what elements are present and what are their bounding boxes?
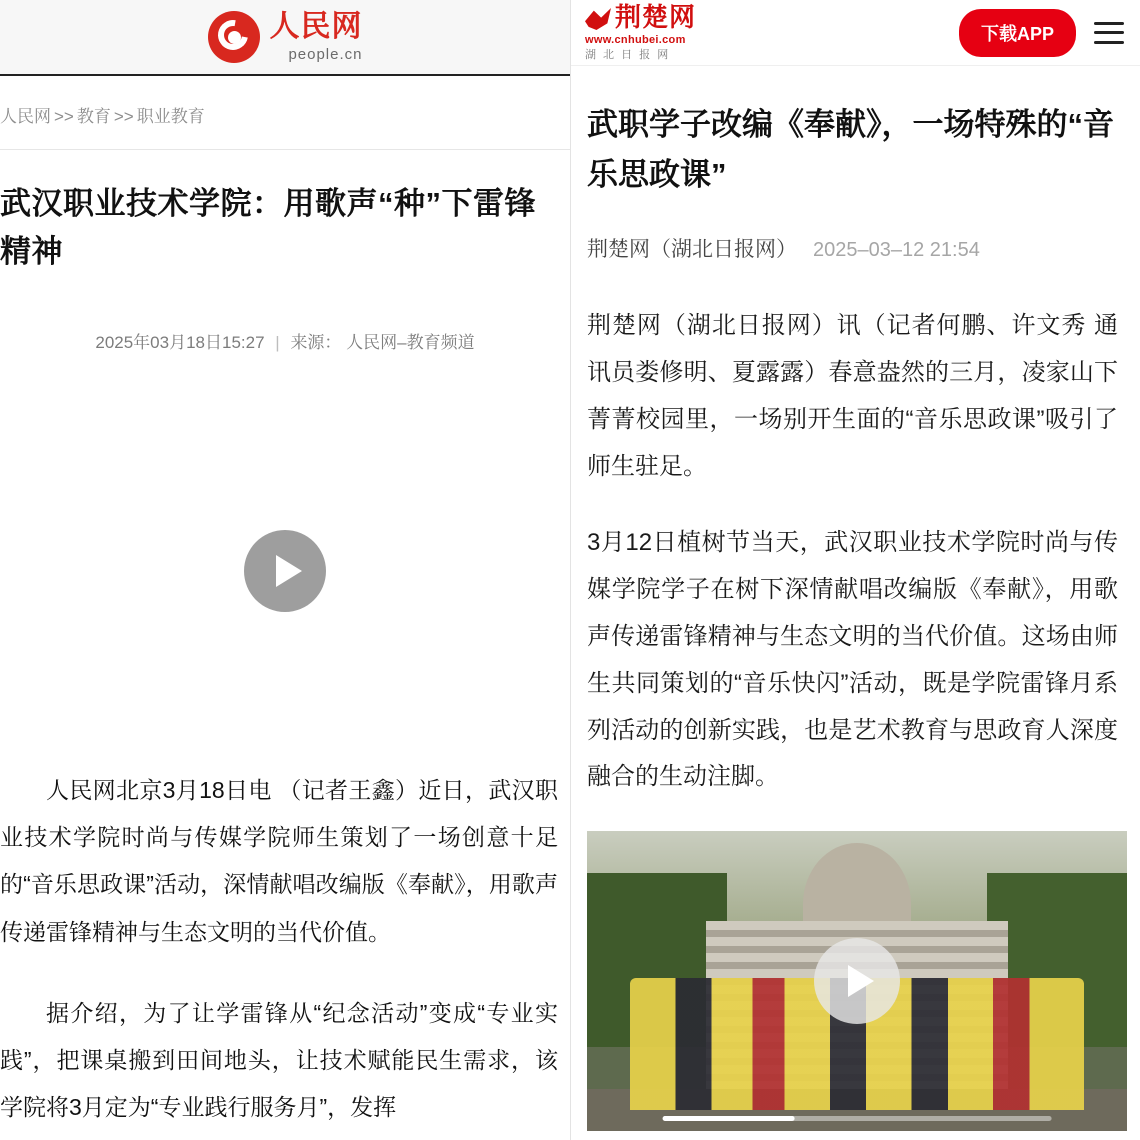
right-article-container [571,66,1140,1131]
cnhubei-logo-sub: 湖 北 日 报 网 [585,49,671,61]
people-cn-logo-en: people.cn [288,46,363,63]
breadcrumb [0,76,570,150]
people-cn-header [0,0,570,76]
cnhubei-logo-cn: 荆楚网 [615,2,697,32]
right-paragraph-0: 荆楚网（湖北日报网）讯（记者何鹏、许文秀 通讯员娄修明、夏露露）春意盎然的三月，凌家山下菁菁校园里，一场别开生面的“音乐思政课”吸引了师生驻足。 [587,312,1118,480]
video-progress-bar[interactable] [663,1116,1052,1121]
cnhubei-logo-top [585,4,696,30]
breadcrumb-separator-0: >> [54,107,74,126]
article-date: 2025年03月18日15:27 [95,333,265,353]
play-icon[interactable] [244,530,326,612]
people-cn-logo-icon [208,11,260,63]
people-cn-logo-cn: 人民网 [269,10,363,43]
right-article-body [587,303,1118,801]
play-triangle [276,555,302,587]
right-video-player[interactable] [587,831,1127,1131]
cnhubei-logo-url: www.cnhubei.com [585,34,686,46]
meta-separator: | [275,333,280,353]
left-video-player[interactable] [0,411,570,731]
menu-line-1 [1094,22,1124,25]
header-actions [959,9,1124,57]
bird-icon [585,8,611,30]
left-paragraph-1: 据介绍，为了让学雷锋从“纪念活动”变成“专业实践”，把课桌搬到田间地头，让技术赋能民生需求，该学院将3月定为“专业践行服务月”，发挥 [0,999,558,1120]
right-article-time: 2025–03–12 21:54 [813,239,980,262]
article-source-label: 来源： [290,333,342,353]
right-page-title: 武职学子改编《奉献》，一场特殊的“音乐思政课” [587,107,1114,192]
hamburger-menu-icon[interactable] [1094,22,1124,44]
download-app-button[interactable]: 下载APP [959,9,1076,57]
cnhubei-logo[interactable] [585,4,696,61]
menu-line-2 [1094,31,1124,34]
page-title: 武汉职业技术学院：用歌声“种”下雷锋精神 [0,186,536,270]
right-article-meta [587,233,1118,263]
video-progress-fill [663,1116,795,1121]
people-cn-logo-text [270,12,363,62]
article-meta [0,328,570,353]
breadcrumb-item-0[interactable]: 人民网 [0,107,51,126]
menu-line-3 [1094,41,1124,44]
play-icon[interactable] [814,938,900,1024]
right-paragraph-1: 3月12日植树节当天，武汉职业技术学院时尚与传媒学院学子在树下深情献唱改编版《奉献》，用歌声传递雷锋精神与生态文明的当代价值。这场由师生共同策划的“音乐快闪”活动，既是学院雷锋月系列活动的创新实践，也是艺术教育与思政育人深度融合的生动注脚。 [587,529,1118,791]
breadcrumb-separator-1: >> [113,107,134,126]
people-cn-logo[interactable] [208,11,363,63]
play-triangle [848,965,874,997]
cnhubei-header [571,0,1140,66]
right-article-source: 荆楚网（湖北日报网） [587,238,797,262]
left-paragraph-0: 人民网北京3月18日电 （记者王鑫）近日，武汉职业技术学院时尚与传媒学院师生策划了一场创意十足的“音乐思政课”活动，深情献唱改编版《奉献》，用歌声传递雷锋精神与生态文明的当代价值。 [0,777,558,945]
right-pane-cnhubei [571,0,1140,1140]
breadcrumb-item-2[interactable]: 职业教育 [136,107,205,126]
article-source: 人民网–教育频道 [346,333,475,353]
breadcrumb-item-1[interactable]: 教育 [76,107,111,126]
left-article-body [0,767,570,1131]
